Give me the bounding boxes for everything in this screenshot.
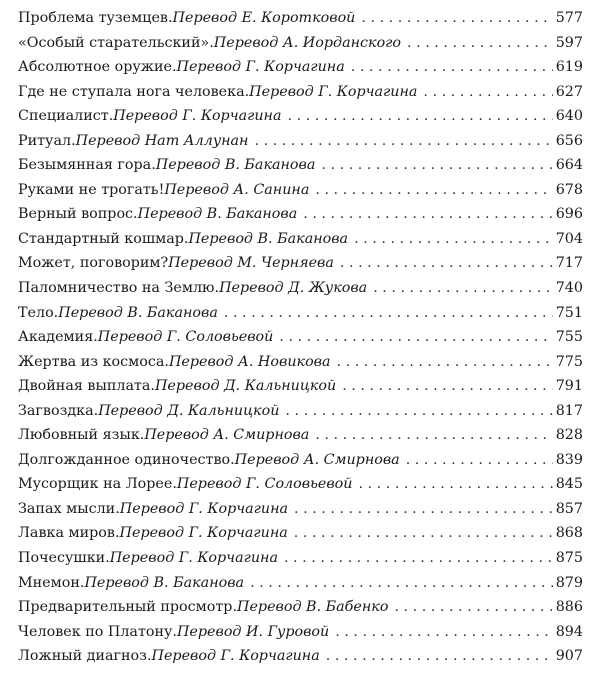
entry-translator: Перевод Д. Кальницкой [154, 378, 337, 395]
entry-page-number: 839 [555, 451, 583, 468]
entry-page-number: 894 [555, 623, 583, 640]
entry-page-number: 791 [555, 378, 583, 395]
entry-title: Двойная выплата. [18, 378, 155, 395]
entry-title: Ритуал. [18, 132, 76, 149]
entry-page-number: 597 [555, 34, 583, 51]
entry-translator: Перевод Г. Корчагина [176, 59, 345, 76]
toc-entry[interactable] [18, 276, 583, 301]
toc-entry[interactable] [18, 6, 583, 31]
toc-entry[interactable] [18, 325, 583, 350]
entry-page-number: 775 [555, 353, 583, 370]
toc-entry[interactable] [18, 80, 583, 105]
entry-page-number: 627 [555, 83, 583, 100]
entry-page-number: 845 [555, 476, 583, 493]
entry-translator: Перевод В. Баканова [58, 304, 218, 321]
entry-title: Специалист. [18, 108, 114, 125]
entry-translator: Перевод Д. Кальницкой [98, 402, 280, 419]
entry-page-number: 678 [555, 181, 583, 198]
entry-translator: Перевод В. Баканова [84, 574, 245, 591]
toc-entry[interactable] [18, 374, 583, 399]
toc-entry[interactable] [18, 497, 583, 522]
dot-leader [407, 31, 553, 56]
dot-leader [394, 595, 552, 620]
entry-translator: Перевод А. Смирнова [144, 427, 310, 444]
entry-page-number: 640 [555, 108, 583, 125]
toc-entry[interactable] [18, 202, 583, 227]
entry-title: Предварительный просмотр. [18, 599, 237, 616]
entry-page-number: 619 [555, 59, 583, 76]
entry-translator: Перевод Г. Соловьевой [97, 329, 274, 346]
toc-entry[interactable] [18, 301, 583, 326]
dot-leader [224, 301, 553, 326]
entry-page-number: 664 [555, 157, 583, 174]
entry-page-number: 656 [555, 132, 583, 149]
entry-translator: Перевод Е. Коротковой [172, 10, 356, 26]
dot-leader [342, 374, 553, 399]
entry-title: Тело. [18, 304, 59, 321]
entry-title: Жертва из космоса. [18, 353, 169, 370]
dot-leader [351, 55, 553, 80]
dot-leader [294, 497, 553, 522]
entry-translator: Перевод Г. Корчагина [113, 108, 282, 125]
entry-translator: Перевод Д. Жукова [219, 280, 368, 297]
dot-leader [315, 178, 552, 203]
toc-entry[interactable] [18, 55, 583, 80]
entry-translator: Перевод Г. Корчагина [119, 500, 289, 517]
entry-translator: Перевод В. Бабенко [236, 599, 389, 616]
dot-leader [358, 472, 552, 497]
entry-title: Запах мысли. [18, 500, 120, 517]
entry-translator: Перевод А. Смирнова [234, 451, 400, 468]
entry-translator: Перевод Г. Соловьевой [176, 476, 353, 493]
dot-leader [285, 399, 552, 424]
entry-page-number: 828 [555, 427, 583, 444]
dot-leader [250, 571, 553, 596]
toc-entry[interactable] [18, 251, 583, 276]
toc-entry[interactable] [18, 644, 583, 669]
entry-title: Почесушки. [18, 550, 110, 567]
entry-title: Безымянная гора. [18, 157, 156, 174]
entry-translator: Перевод Нат Аллунан [75, 132, 249, 149]
entry-page-number: 868 [555, 525, 583, 542]
entry-translator: Перевод В. Баканова [137, 206, 298, 223]
toc-entry[interactable] [18, 595, 583, 620]
entry-title: Мнемон. [18, 574, 85, 591]
entry-page-number: 817 [555, 402, 583, 419]
dot-leader [279, 325, 552, 350]
entry-title: «Особый старательский». [18, 34, 214, 51]
entry-page-number: 879 [555, 574, 583, 591]
toc-entry[interactable] [18, 399, 583, 424]
entry-title: Академия. [18, 329, 98, 346]
entry-translator: Перевод В. Баканова [188, 230, 349, 247]
entry-title: Верный вопрос. [18, 206, 138, 223]
entry-title: Проблема туземцев. [18, 10, 173, 26]
entry-title: Где не ступала нога человека. [18, 83, 250, 100]
entry-title: Человек по Платону. [18, 623, 177, 640]
toc-entry[interactable] [18, 104, 583, 129]
table-of-contents [18, 6, 583, 669]
entry-page-number: 717 [555, 255, 583, 272]
entry-page-number: 886 [555, 599, 583, 616]
entry-title: Лавка миров. [18, 525, 120, 542]
dot-leader [303, 202, 552, 227]
entry-translator: Перевод А. Санина [164, 181, 310, 198]
entry-title: Абсолютное оружие. [18, 59, 177, 76]
dot-leader [361, 6, 552, 31]
dot-leader [354, 227, 553, 252]
toc-entry[interactable] [18, 620, 583, 645]
entry-page-number: 857 [555, 500, 583, 517]
toc-entry[interactable] [18, 546, 583, 571]
dot-leader [340, 251, 553, 276]
entry-title: Ложный диагноз. [18, 648, 152, 665]
dot-leader [254, 129, 552, 154]
entry-title: Может, поговорим? [18, 255, 169, 272]
toc-entry[interactable] [18, 472, 583, 497]
entry-translator: Перевод А. Новикова [168, 353, 331, 370]
dot-leader [326, 644, 553, 669]
dot-leader [337, 350, 553, 375]
entry-title: Долгожданное одиночество. [18, 451, 235, 468]
entry-translator: Перевод А. Иорданского [213, 34, 402, 51]
dot-leader [294, 521, 553, 546]
entry-title: Паломничество на Землю. [18, 280, 220, 297]
toc-entry[interactable] [18, 350, 583, 375]
entry-page-number: 740 [555, 280, 583, 297]
dot-leader [423, 80, 552, 105]
entry-page-number: 755 [555, 329, 583, 346]
dot-leader [321, 153, 552, 178]
entry-page-number: 696 [555, 206, 583, 223]
entry-title: Мусорщик на Лорее. [18, 476, 177, 493]
entry-translator: Перевод М. Черняева [168, 255, 334, 272]
dot-leader [284, 546, 553, 571]
entry-title: Стандартный кошмар. [18, 230, 189, 247]
entry-page-number: 704 [555, 230, 583, 247]
toc-entry[interactable] [18, 571, 583, 596]
entry-translator: Перевод Г. Корчагина [151, 648, 320, 665]
dot-leader [406, 448, 553, 473]
dot-leader [373, 276, 553, 301]
entry-page-number: 907 [555, 648, 583, 665]
toc-entry[interactable] [18, 153, 583, 178]
entry-page-number: 751 [555, 304, 583, 321]
dot-leader [315, 423, 552, 448]
entry-page-number: 875 [555, 550, 583, 567]
entry-translator: Перевод Г. Корчагина [119, 525, 288, 542]
entry-translator: Перевод Г. Корчагина [109, 550, 278, 567]
toc-entry[interactable] [18, 129, 583, 154]
entry-translator: Перевод В. Баканова [155, 157, 316, 174]
toc-entry[interactable] [18, 227, 583, 252]
entry-translator: Перевод Г. Корчагина [249, 83, 418, 100]
dot-leader [288, 104, 553, 129]
entry-title: Загвоздка. [18, 402, 99, 419]
dot-leader [335, 620, 552, 645]
toc-entry[interactable] [18, 423, 583, 448]
toc-entry[interactable] [18, 178, 583, 203]
entry-page-number: 577 [555, 10, 583, 26]
entry-title: Любовный язык. [18, 427, 145, 444]
entry-translator: Перевод И. Гуровой [176, 623, 330, 640]
toc-entry[interactable] [18, 521, 583, 546]
toc-entry[interactable] [18, 31, 583, 56]
entry-title: Руками не трогать! [18, 181, 165, 198]
toc-entry[interactable] [18, 448, 583, 473]
